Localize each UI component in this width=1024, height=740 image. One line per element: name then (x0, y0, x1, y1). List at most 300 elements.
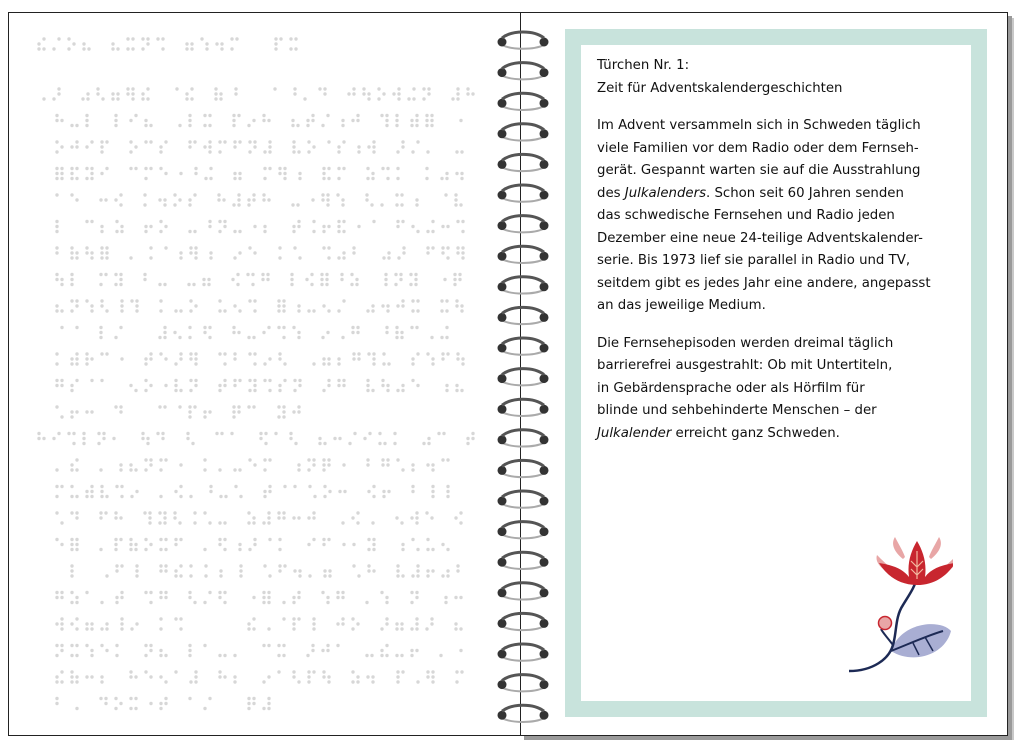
braille-dot (322, 468, 325, 471)
braille-dot (178, 124, 181, 127)
braille-dot (416, 548, 419, 551)
braille-dot (371, 680, 374, 683)
braille-dot (194, 675, 197, 678)
braille-dot (396, 680, 399, 683)
braille-dot (247, 702, 250, 705)
braille-dot (282, 410, 285, 413)
braille-dot (233, 230, 236, 233)
braille-dot (310, 273, 313, 276)
braille-dot (461, 251, 464, 254)
braille-dot (129, 140, 132, 143)
braille-dot (159, 145, 162, 148)
braille-dot (384, 273, 387, 276)
braille-dot (164, 225, 167, 228)
braille-dot (188, 140, 191, 143)
braille-dot (415, 119, 418, 122)
braille-dot (367, 352, 370, 355)
braille-dot (179, 463, 182, 466)
braille-dot (380, 591, 383, 594)
braille-dot (357, 145, 360, 148)
braille-dot (371, 309, 374, 312)
braille-dot (267, 702, 270, 705)
braille-dot (363, 437, 366, 440)
braille-dot (55, 468, 58, 471)
braille-dot (203, 644, 206, 647)
braille-dot (135, 622, 138, 625)
braille-dot (55, 150, 58, 153)
braille-dot (259, 432, 262, 435)
braille-dot (115, 485, 118, 488)
braille-dot (214, 87, 217, 90)
braille-dot (55, 225, 58, 228)
braille-dot (297, 220, 300, 223)
braille-dot (386, 304, 389, 307)
braille-dot (75, 596, 78, 599)
braille-dot (372, 362, 375, 365)
braille-dot (338, 490, 341, 493)
braille-dot (116, 97, 119, 100)
braille-dot (446, 490, 449, 493)
braille-dot (204, 564, 207, 567)
braille-dot (223, 379, 226, 382)
braille-dot (75, 654, 78, 657)
braille-dot (218, 150, 221, 153)
braille-dot (158, 283, 161, 286)
braille-dot (247, 622, 250, 625)
binding-ring (498, 32, 549, 49)
braille-dot (326, 601, 329, 604)
braille-dot (146, 442, 149, 445)
braille-dot (385, 617, 388, 620)
braille-dot (372, 150, 375, 153)
binding-ring (498, 522, 549, 539)
braille-dot (277, 644, 280, 647)
braille-dot (159, 654, 162, 657)
braille-dot (456, 564, 459, 567)
braille-dot (456, 352, 459, 355)
braille-dot (223, 225, 226, 228)
braille-dot (326, 596, 329, 599)
braille-dot (75, 352, 78, 355)
braille-dot (341, 521, 344, 524)
braille-dot (115, 569, 118, 572)
braille-dot (268, 458, 271, 461)
braille-dot (253, 309, 256, 312)
braille-dot (70, 564, 73, 567)
braille-dot (208, 124, 211, 127)
braille-dot (307, 309, 310, 312)
braille-dot (149, 601, 152, 604)
braille-dot (209, 177, 212, 180)
braille-dot (320, 273, 323, 276)
braille-dot (85, 352, 88, 355)
braille-dot (60, 680, 63, 683)
braille-dot (327, 256, 330, 259)
braille-dot (283, 167, 286, 170)
braille-dot (100, 230, 103, 233)
braille-dot (159, 150, 162, 153)
braille-dot (149, 384, 152, 387)
braille-dot (60, 596, 63, 599)
braille-dot (148, 521, 151, 524)
braille-dot (416, 230, 419, 233)
braille-dot (129, 468, 132, 471)
braille-dot (99, 511, 102, 514)
braille-dot (252, 596, 255, 599)
braille-dot (411, 463, 414, 466)
braille-dot (322, 230, 325, 233)
braille-dot (218, 389, 221, 392)
braille-dot (208, 336, 211, 339)
braille-dot (114, 405, 117, 408)
braille-dot (342, 543, 345, 546)
braille-dot (427, 442, 430, 445)
braille-dot (223, 601, 226, 604)
braille-dot (173, 193, 176, 196)
braille-dot (372, 357, 375, 360)
braille-dot (55, 246, 58, 249)
left-page-braille (8, 12, 521, 736)
binding-ring (498, 63, 549, 80)
braille-dot (298, 384, 301, 387)
braille-dot (85, 299, 88, 302)
braille-dot (253, 225, 256, 228)
braille-dot (131, 87, 134, 90)
braille-dot (114, 124, 117, 127)
braille-dot (55, 119, 58, 122)
braille-dot (202, 278, 205, 281)
braille-dot (357, 352, 360, 355)
braille-dot (327, 680, 330, 683)
braille-dot (372, 220, 375, 223)
braille-dot (189, 299, 192, 302)
braille-dot (297, 336, 300, 339)
braille-dot (312, 538, 315, 541)
braille-dot (397, 92, 400, 95)
braille-dot (262, 331, 265, 334)
braille-dot (337, 256, 340, 259)
braille-dot (307, 458, 310, 461)
braille-dot (323, 495, 326, 498)
braille-dot (431, 670, 434, 673)
braille-dot (70, 357, 73, 360)
braille-dot (337, 230, 340, 233)
braille-dot (352, 92, 355, 95)
braille-dot (247, 627, 250, 630)
braille-dot (366, 458, 369, 461)
braille-dot (104, 697, 107, 700)
braille-dot (453, 278, 456, 281)
braille-dot (102, 432, 105, 435)
braille-dot (263, 458, 266, 461)
braille-dot (164, 458, 167, 461)
braille-dot (367, 569, 370, 572)
braille-dot (159, 591, 162, 594)
braille-dot (431, 485, 434, 488)
braille-dot (411, 379, 414, 382)
braille-dot (461, 357, 464, 360)
braille-dot (191, 442, 194, 445)
braille-dot (416, 352, 419, 355)
braille-dot (99, 548, 102, 551)
braille-dot (134, 707, 137, 710)
braille-dot (366, 384, 369, 387)
braille-dot (367, 490, 370, 493)
braille-dot (208, 150, 211, 153)
braille-dot (352, 251, 355, 254)
braille-dot (203, 468, 206, 471)
braille-dot (292, 622, 295, 625)
braille-dot (252, 336, 255, 339)
braille-dot (233, 680, 236, 683)
braille-dot (97, 442, 100, 445)
braille-dot (312, 617, 315, 620)
text-segment: an das jeweilige Medium. (597, 298, 766, 313)
braille-dot (164, 697, 167, 700)
braille-dot (263, 468, 266, 471)
braille-dot (278, 538, 281, 541)
braille-dot (252, 119, 255, 122)
braille-dot (366, 389, 369, 392)
braille-dot (337, 309, 340, 312)
braille-dot (409, 283, 412, 286)
braille-dot (394, 283, 397, 286)
braille-dot (461, 362, 464, 365)
braille-dot (161, 437, 164, 440)
braille-dot (401, 670, 404, 673)
braille-dot (430, 617, 433, 620)
braille-dot (415, 521, 418, 524)
braille-dot (380, 649, 383, 652)
braille-dot (146, 437, 149, 440)
braille-dot (70, 172, 73, 175)
braille-dot (194, 246, 197, 249)
braille-dot (70, 273, 73, 276)
braille-dot (253, 379, 256, 382)
braille-dot (105, 309, 108, 312)
braille-dot (290, 283, 293, 286)
braille-dot (401, 468, 404, 471)
braille-dot (396, 564, 399, 567)
braille-dot (90, 357, 93, 360)
braille-dot (431, 220, 434, 223)
braille-dot (238, 379, 241, 382)
braille-dot (282, 309, 285, 312)
braille-dot (277, 670, 280, 673)
braille-dot (186, 432, 189, 435)
braille-dot (252, 198, 255, 201)
braille-dot (111, 97, 114, 100)
braille-dot (283, 172, 286, 175)
braille-dot (400, 331, 403, 334)
braille-dot (282, 304, 285, 307)
braille-dot (289, 47, 292, 50)
braille-dot (164, 564, 167, 567)
braille-dot (209, 485, 212, 488)
braille-dot (370, 654, 373, 657)
braille-dot (238, 468, 241, 471)
braille-dot (149, 458, 152, 461)
braille-dot (233, 654, 236, 657)
braille-dot (209, 490, 212, 493)
braille-dot (163, 336, 166, 339)
braille-dot (410, 119, 413, 122)
braille-dot (100, 644, 103, 647)
braille-dot (371, 304, 374, 307)
braille-dot (399, 273, 402, 276)
braille-dot (237, 198, 240, 201)
braille-dot (426, 150, 429, 153)
braille-dot (86, 97, 89, 100)
braille-dot (143, 193, 146, 196)
braille-dot (148, 516, 151, 519)
braille-dot (134, 145, 137, 148)
braille-dot (174, 379, 177, 382)
braille-dot (85, 591, 88, 594)
braille-dot (411, 538, 414, 541)
braille-dot (100, 495, 103, 498)
braille-dot (115, 230, 118, 233)
braille-dot (293, 379, 296, 382)
braille-dot (348, 442, 351, 445)
braille-dot (218, 654, 221, 657)
braille-dot (385, 331, 388, 334)
braille-dot (372, 495, 375, 498)
braille-dot (234, 92, 237, 95)
braille-dot (223, 309, 226, 312)
braille-dot (218, 543, 221, 546)
braille-dot (292, 140, 295, 143)
braille-dot (454, 596, 457, 599)
braille-dot (223, 362, 226, 365)
braille-dot (311, 198, 314, 201)
braille-dot (356, 521, 359, 524)
braille-dot (159, 596, 162, 599)
braille-dot (218, 596, 221, 599)
braille-dot (193, 405, 196, 408)
braille-dot (149, 591, 152, 594)
braille-dot (445, 172, 448, 175)
braille-dot (100, 246, 103, 249)
braille-dot (100, 172, 103, 175)
binding-ring (498, 277, 549, 294)
braille-dot (441, 225, 444, 228)
braille-dot (144, 538, 147, 541)
binding-ring (498, 675, 549, 692)
braille-dot (75, 357, 78, 360)
braille-dot (440, 177, 443, 180)
braille-dot (70, 246, 73, 249)
braille-dot (203, 326, 206, 329)
braille-dot (57, 92, 60, 95)
braille-dot (411, 490, 414, 493)
braille-dot (114, 283, 117, 286)
braille-dot (85, 119, 88, 122)
braille-dot (100, 379, 103, 382)
braille-dot (426, 574, 429, 577)
braille-dot (119, 702, 122, 705)
braille-dot (426, 463, 429, 466)
braille-dot (104, 273, 107, 276)
braille-dot (380, 654, 383, 657)
braille-dot (311, 119, 314, 122)
braille-dot (366, 675, 369, 678)
text-segment: Die Fernsehepisoden werden dreimal täglich (597, 335, 894, 351)
braille-dot (342, 299, 345, 302)
braille-dot (223, 675, 226, 678)
braille-dot (188, 405, 191, 408)
braille-dot (129, 675, 132, 678)
braille-dot (119, 405, 122, 408)
braille-dot (215, 432, 218, 435)
braille-dot (159, 702, 162, 705)
braille-dot (208, 326, 211, 329)
braille-dot (90, 649, 93, 652)
braille-dot (307, 670, 310, 673)
braille-dot (194, 172, 197, 175)
braille-dot (173, 331, 176, 334)
braille-dot (460, 309, 463, 312)
braille-dot (247, 511, 250, 514)
braille-dot (263, 362, 266, 365)
braille-dot (218, 675, 221, 678)
braille-dot (248, 379, 251, 382)
braille-dot (278, 256, 281, 259)
braille-dot (179, 389, 182, 392)
braille-dot (85, 145, 88, 148)
braille-dot (266, 273, 269, 276)
braille-dot (282, 644, 285, 647)
braille-dot (237, 331, 240, 334)
braille-dot (445, 309, 448, 312)
braille-dot (262, 114, 265, 117)
braille-dot (120, 627, 123, 630)
braille-dot (104, 198, 107, 201)
braille-dot (159, 617, 162, 620)
braille-dot (85, 246, 88, 249)
braille-dot (386, 177, 389, 180)
braille-dot (466, 92, 469, 95)
braille-dot (114, 511, 117, 514)
braille-dot (99, 326, 102, 329)
braille-dot (85, 114, 88, 117)
braille-dot (415, 511, 418, 514)
title-italic: Julkalenders (624, 185, 706, 201)
braille-dot (382, 352, 385, 355)
braille-dot (85, 357, 88, 360)
braille-dot (277, 511, 280, 514)
braille-dot (431, 675, 434, 678)
braille-dot (446, 225, 449, 228)
braille-dot (239, 495, 242, 498)
heading-line-1: Türchen Nr. 1: (597, 58, 690, 73)
braille-dot (149, 463, 152, 466)
braille-dot (115, 596, 118, 599)
braille-dot (129, 167, 132, 170)
braille-dot (159, 649, 162, 652)
braille-dot (70, 622, 73, 625)
braille-dot (37, 47, 40, 50)
braille-dot (357, 150, 360, 153)
braille-dot (194, 379, 197, 382)
braille-dot (322, 167, 325, 170)
braille-dot (337, 357, 340, 360)
braille-dot (381, 304, 384, 307)
braille-dot (237, 193, 240, 196)
braille-dot (380, 203, 383, 206)
braille-dot (292, 230, 295, 233)
braille-dot (90, 167, 93, 170)
